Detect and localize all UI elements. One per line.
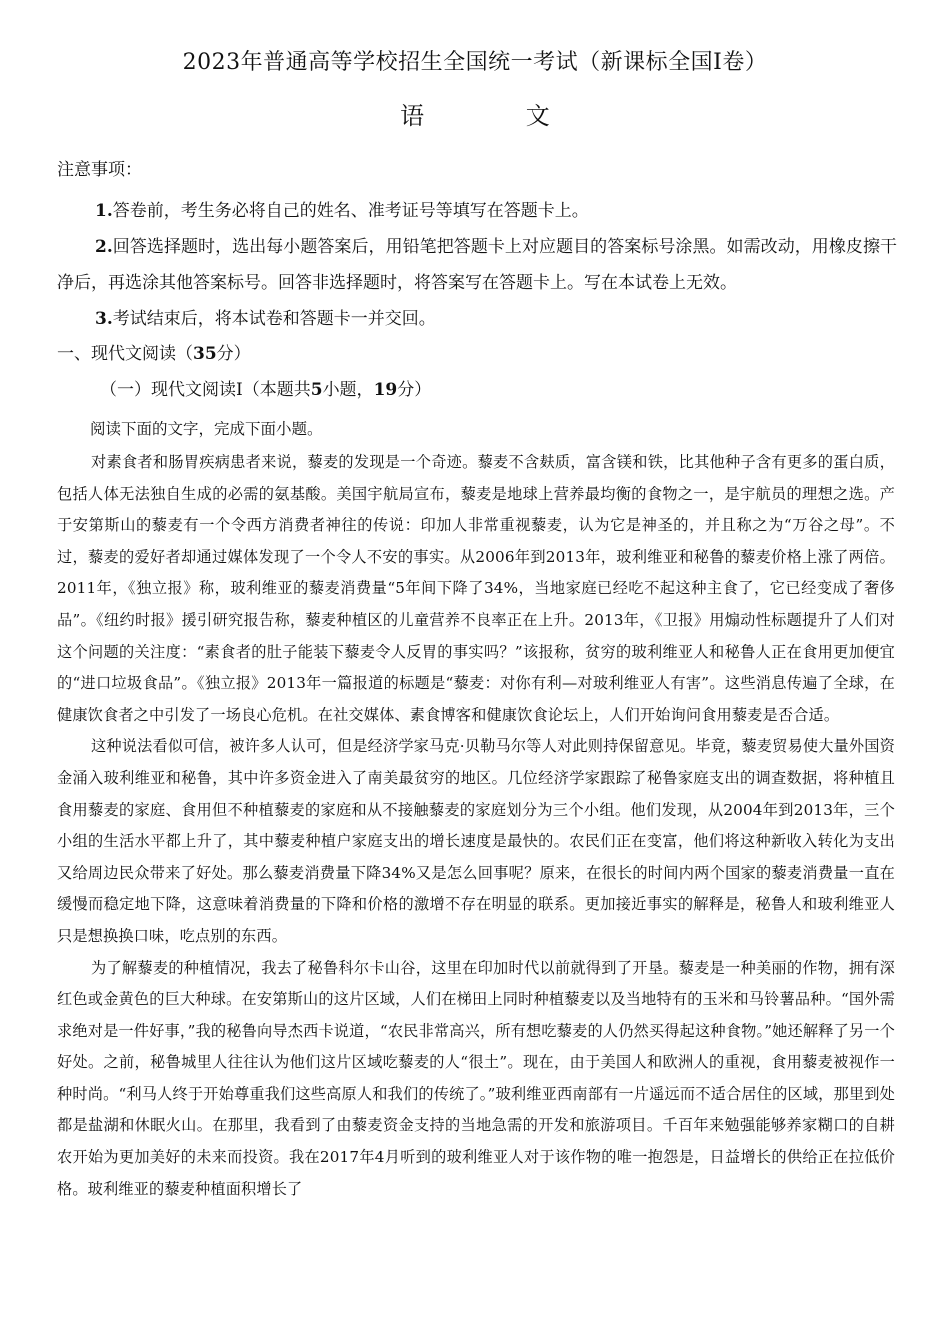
notice-number: 1. [95, 201, 113, 221]
notice-item [57, 193, 897, 229]
reading-passage [57, 447, 895, 1205]
subsection-heading-text: （一）现代文阅读Ⅰ（本题共 [100, 380, 311, 400]
notice-number: 3. [95, 309, 113, 329]
notice-item [57, 301, 897, 337]
notice-text: 考试结束后，将本试卷和答题卡一并交回。 [112, 309, 436, 329]
passage-paragraph: 对素食者和肠胃疾病患者来说，藜麦的发现是一个奇迹。藜麦不含麸质，富含镁和铁，比其他种子含有更多的蛋白质，包括人体无法独自生成的必需的氨基酸。美国宇航局宣布，藜麦是地球上营养最均衡的食物之一，是宇航员的理想之选。产于安第斯山的藜麦有一个令西方消费者神往的传说：印加人非常重视藜麦，认为它是神圣的，并且称之为“万谷之母”。不过，藜麦的爱好者却通过媒体发现了一个令人不安的事实。从2006年到2013年，玻利维亚和秘鲁的藜麦价格上涨了两倍。2011年，《独立报》称，玻利维亚的藜麦消费量“5年间下降了34%，当地家庭已经吃不起这种主食了，它已经变成了奢侈品”。《纽约时报》援引研究报告称，藜麦种植区的儿童营养不良率正在上升。2013年，《卫报》用煽动性标题提升了人们对这个问题的关注度：“素食者的肚子能装下藜麦令人反胃的事实吗？”该报称，贫穷的玻利维亚人和秘鲁人正在食用更加便宜的“进口垃圾食品”。《独立报》2013年一篇报道的标题是“藜麦：对你有利—对玻利维亚人有害”。这些消息传遍了全球，在健康饮食者之中引发了一场良心危机。在社交媒体、素食博客和健康饮食论坛上，人们开始询问食用藜麦是否合适。 [57, 453, 895, 724]
section-heading-pre: 一、现代文阅读（ [57, 344, 193, 364]
notice-text: 回答选择题时，选出每小题答案后，用铅笔把答题卡上对应题目的答案标号涂黑。如需改动，用橡皮擦干净后，再选涂其他答案标号。回答非选择题时，将答案写在答题卡上。写在本试卷上无效。 [57, 237, 897, 293]
notice-heading: 注意事项： [57, 160, 142, 180]
notice-text: 答卷前，考生务必将自己的姓名、准考证号等填写在答题卡上。 [112, 201, 589, 221]
section-heading [57, 342, 251, 366]
subsection-heading-text: 小题， [322, 380, 374, 400]
notice-list [57, 193, 897, 337]
section-heading-post: 分） [216, 344, 251, 364]
subsection-heading-text: 分） [397, 380, 432, 400]
notice-number: 2. [95, 237, 113, 257]
notice-item [57, 229, 897, 301]
section-score: 35 [193, 344, 217, 364]
reading-instruction: 阅读下面的文字，完成下面小题。 [90, 420, 323, 438]
subsection-score: 19 [373, 380, 398, 400]
subject-title: 语 文 [400, 102, 582, 130]
question-count: 5 [310, 380, 323, 400]
passage-paragraph: 为了解藜麦的种植情况，我去了秘鲁科尔卡山谷，这里在印加时代以前就得到了开垦。藜麦是一种美丽的作物，拥有深红色或金黄色的巨大种球。在安第斯山的这片区域，人们在梯田上同时种植藜麦以及当地特有的玉米和马铃薯品种。“国外需求绝对是一件好事，”我的秘鲁向导杰西卡说道，“农民非常高兴，所有想吃藜麦的人仍然买得起这种食物。”她还解释了另一个好处。之前，秘鲁城里人往往认为他们这片区域吃藜麦的人“很土”。现在，由于美国人和欧洲人的重视，食用藜麦被视作一种时尚。“利马人终于开始尊重我们这些高原人和我们的传统了。”玻利维亚西南部有一片遥远而不适合居住的区域，那里到处都是盐湖和休眠火山。在那里，我看到了由藜麦资金支持的当地急需的开发和旅游项目。千百年来勉强能够养家糊口的自耕农开始为更加美好的未来而投资。我在2017年4月听到的玻利维亚人对于该作物的唯一抱怨是，日益增长的供给正在拉低价格。玻利维亚的藜麦种植面积增长了 [57, 958, 895, 1198]
subsection-heading [100, 378, 431, 402]
exam-title: 2023年普通高等学校招生全国统一考试（新课标全国Ⅰ卷） [182, 50, 768, 75]
passage-paragraph: 这种说法看似可信，被许多人认可，但是经济学家马克·贝勒马尔等人对此则持保留意见。毕竟，藜麦贸易使大量外国资金涌入玻利维亚和秘鲁，其中许多资金进入了南美最贫穷的地区。几位经济学家跟踪了秘鲁家庭支出的调查数据，将种植且食用藜麦的家庭、食用但不种植藜麦的家庭和从不接触藜麦的家庭划分为三个小组。他们发现，从2004年到2013年，三个小组的生活水平都上升了，其中藜麦种植户家庭支出的增长速度是最快的。农民们正在变富，他们将这种新收入转化为支出又给周边民众带来了好处。那么藜麦消费量下降34%又是怎么回事呢？原来，在很长的时间内两个国家的藜麦消费量一直在缓慢而稳定地下降，这意味着消费量的下降和价格的激增不存在明显的联系。更加接近事实的解释是，秘鲁人和玻利维亚人只是想换换口味，吃点别的东西。 [57, 737, 895, 945]
